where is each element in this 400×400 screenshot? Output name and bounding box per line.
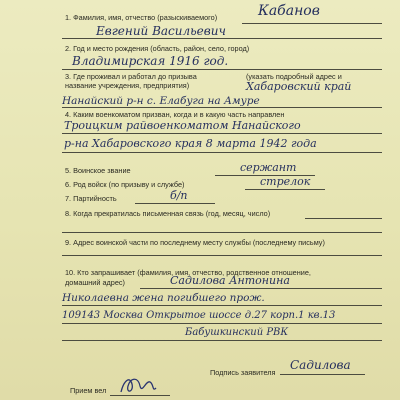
field-2-value: Владимирская 1916 год. [72, 54, 229, 68]
field-1-line-a [242, 23, 382, 24]
signature-line [280, 374, 365, 375]
field-3-value-2: Нанайский р-н с. Елабуга на Амуре [62, 95, 260, 107]
field-1-label: 1. Фамилия, имя, отчество (разыскиваемого) [65, 13, 218, 22]
field-10-value-3: 109143 Москва Открытое шоссе д.27 корп.1 кв.13 [62, 310, 336, 321]
field-4-line-a [62, 133, 382, 134]
field-7-value: б/п [170, 189, 188, 202]
accepted-label: Прием вел [70, 386, 107, 395]
field-3-line [62, 107, 382, 108]
field-1-line-b [62, 38, 382, 39]
field-9-line [62, 255, 382, 256]
signature-label: Подпись заявителя [210, 368, 276, 377]
field-3-label: 3. Где проживал и работал до призыва [65, 72, 197, 81]
field-10-value-2: Николаевна жена погибшего прож. [62, 292, 265, 304]
field-10-line-d [62, 340, 382, 341]
field-6-value: стрелок [260, 175, 311, 188]
field-10-line-c [62, 323, 382, 324]
field-2-label: 2. Год и место рождения (область, район, село, город) [65, 44, 250, 53]
field-4-label: 4. Каким военкоматом призван, когда и в какую часть направлен [65, 110, 285, 119]
field-1-surname: Кабанов [258, 3, 320, 19]
field-6-label: 6. Род войск (по призыву и службе) [65, 180, 185, 189]
field-10-line-a [140, 288, 382, 289]
signature-value: Садилова [290, 358, 351, 372]
field-10-label: 10. Кто запрашивает (фамилия, имя, отчество, родственное отношение, [65, 268, 311, 277]
field-3-label-line2: название учреждения, предприятия) [65, 81, 190, 90]
field-3-value-1: Хабаровский край [246, 80, 352, 93]
field-5-value: сержант [240, 161, 297, 174]
field-1-name: Евгений Васильевич [96, 24, 226, 38]
field-10-value-1: Садилова Антонина [170, 274, 290, 287]
clerk-signature [118, 372, 164, 398]
field-9-label: 9. Адрес воинской части по последнему месту службы (последнему письму) [65, 238, 325, 247]
field-3-label-cont: (указать подробный адрес и [246, 72, 342, 81]
field-10-value-4: Бабушкинский РВК [185, 327, 289, 338]
field-8-label: 8. Когда прекратилась письменная связь (год, месяц, число) [65, 209, 271, 218]
field-10-label-line2: домашний адрес) [65, 278, 125, 287]
field-7-line [135, 203, 215, 204]
field-8-line-b [62, 232, 382, 233]
field-4-value-1: Троицким райвоенкоматом Нанайского [64, 119, 301, 132]
field-10-line-b [62, 305, 382, 306]
field-4-value-2: р-на Хабаровского края 8 марта 1942 года [64, 137, 317, 150]
field-4-line-b [62, 152, 382, 153]
field-2-line [62, 69, 382, 70]
field-6-line [245, 189, 325, 190]
field-7-label: 7. Партийность [65, 194, 117, 203]
field-5-label: 5. Воинское звание [65, 166, 131, 175]
field-8-line-a [305, 218, 382, 219]
